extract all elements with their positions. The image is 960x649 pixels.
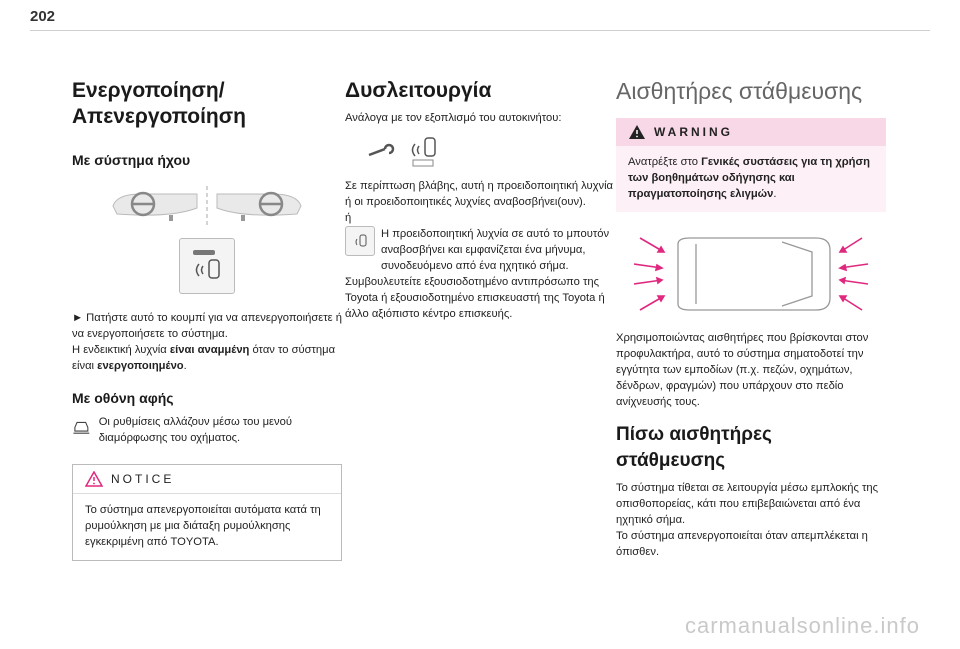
notice-box (72, 464, 342, 561)
parking-sensor-button-icon (179, 238, 235, 294)
subtitle-touchscreen: Με οθόνη αφής (72, 390, 174, 406)
malfunction-para1: Σε περίπτωση βλάβης, αυτή η προειδοποιητική λυχνία ή οι προειδοποιητικές λυχνίες αναβοσβήνει(ουν). (345, 180, 614, 208)
warning-lamps-row (367, 136, 615, 168)
parking-sensor-lamp-icon (409, 136, 439, 168)
button-lamp-icon (345, 226, 375, 256)
malfunction-para2: Η προειδοποιητική λυχνία σε αυτό το μπουτόν αναβοσβήνει και εμφανίζεται ένα μήνυμα, συνοδευόμενο από ένα ηχητικό σήμα. (381, 228, 610, 272)
title-line2: Απενεργοποίηση (72, 105, 246, 128)
touchscreen-text: Οι ρυθμίσεις αλλάζουν μέσω του μενού διαμόρφωσης του οχήματος. (98, 416, 292, 444)
dashboard-rhd-icon (215, 188, 303, 224)
notice-title: NOTICE (111, 472, 175, 486)
rear-para1: Το σύστημα τίθεται σε λειτουργία μέσω εμπλοκής της οπισθοπορείας, κάτι που επιβεβαιώνεται από ένα ηχητικό σήμα. (616, 482, 878, 526)
sensors-para1: Χρησιμοποιώντας αισθητήρες που βρίσκονται στον προφυλακτήρα, αυτό το σύστημα σηματοδοτεί την εγγύτητα των εμποδίων (π.χ. πεζών, οχημάτων, δένδρων, φραγμών) που υπάρχουν στο πεδίο ανίχνευσής τους. (616, 332, 869, 408)
warning-box (616, 118, 886, 212)
wrench-icon (367, 143, 395, 161)
malfunction-intro: Ανάλογα με τον εξοπλισμό του αυτοκινήτου: (345, 112, 562, 124)
column-malfunction (345, 78, 615, 322)
car-top-view-icon (626, 230, 876, 318)
warning-triangle-icon (628, 124, 646, 140)
column-activation (72, 78, 342, 561)
divider-dashed-icon (203, 186, 211, 226)
subtitle-audio: Με σύστημα ήχου (72, 152, 191, 168)
malfunction-para3: Συμβουλευτείτε εξουσιοδοτημένο αντιπρόσωπο της Toyota ή εξουσιοδοτημένο επισκευαστή της Toyota ή άλλο αξιόπιστο κέντρο επισκευής. (345, 276, 605, 320)
malfunction-title: Δυσλειτουργία (345, 79, 492, 102)
touchscreen-row (72, 414, 342, 446)
warning-text: Ανατρέξτε στο Γενικές συστάσεις για τη χρήση των βοηθημάτων οδήγησης και πραγματοποίησης ελιγμών. (628, 156, 871, 200)
top-rule (30, 30, 930, 31)
parking-sensors-title: Αισθητήρες στάθμευσης (616, 78, 863, 104)
rear-sensors-title: Πίσω αισθητήρες στάθμευσης (616, 424, 772, 471)
title-line1: Ενεργοποίηση/ (72, 79, 225, 102)
column-parking-sensors (616, 78, 886, 560)
car-sensor-figure (616, 230, 886, 318)
page-number: 202 (30, 8, 56, 25)
indicator-text: Η ενδεικτική λυχνία είναι αναμμένη όταν το σύστημα είναι ενεργοποιημένο. (72, 344, 336, 372)
warning-title: WARNING (654, 125, 733, 139)
warning-triangle-icon (85, 471, 103, 487)
notice-text: Το σύστημα απενεργοποιείται αυτόματα κατά τη ρυμούλκηση με μια διάταξη ρυμούλκησης εγκεκριμένη από TOYOTA. (85, 504, 321, 548)
dashboard-figure (72, 186, 342, 226)
vehicle-settings-icon (72, 414, 91, 438)
or-text: ή (345, 212, 352, 224)
watermark: carmanualsonline.info (684, 613, 920, 638)
instruction-text: ► Πατήστε αυτό το κουμπί για να απενεργοποιήσετε ή να ενεργοποιήσετε το σύστημα. (72, 312, 342, 340)
rear-para2: Το σύστημα απενεργοποιείται όταν απεμπλέκεται η όπισθεν. (616, 530, 868, 558)
dashboard-lhd-icon (111, 188, 199, 224)
